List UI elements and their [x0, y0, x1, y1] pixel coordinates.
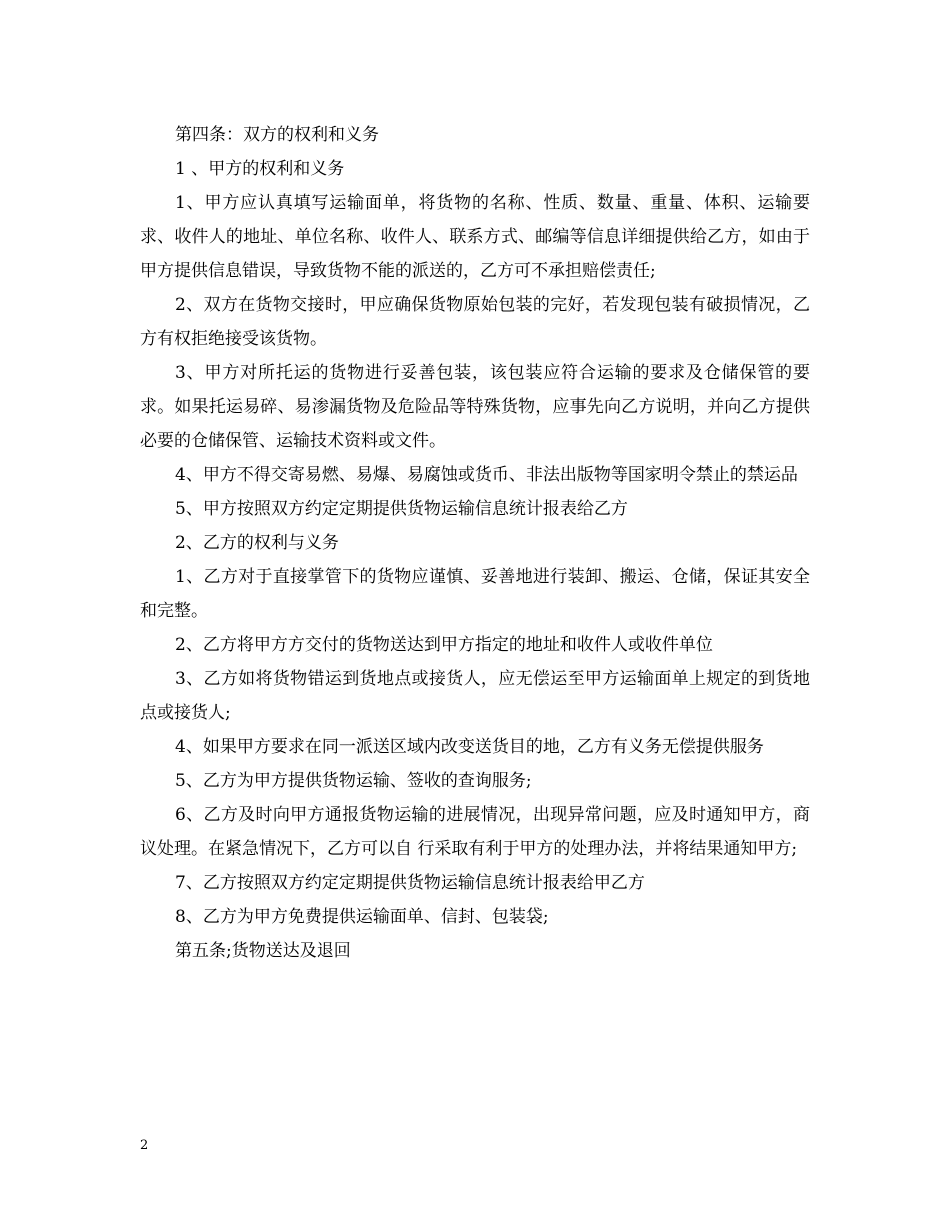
- clause-a-1: 1、甲方应认真填写运输面单，将货物的名称、性质、数量、重量、体积、运输要求、收件人的地址、单位名称、收件人、联系方式、邮编等信息详细提供给乙方，如由于甲方提供信息错误，导致货物不能的派送的，乙方可不承担赔偿责任;: [140, 193, 810, 281]
- clause-b-4: 4、如果甲方要求在同一派送区域内改变送货目的地，乙方有义务无偿提供服务: [175, 737, 764, 757]
- clause-b-7: 7、乙方按照双方约定定期提供货物运输信息统计报表给甲乙方: [175, 873, 645, 893]
- clause-b-5: 5、乙方为甲方提供货物运输、签收的查询服务;: [175, 771, 532, 791]
- section-heading-article-5: 第五条;货物送达及退回: [175, 941, 351, 961]
- clause-b-3: 3、乙方如将货物错运到货地点或接货人，应无偿运至甲方运输面单上规定的到货地点或接货人;: [140, 669, 810, 723]
- page-number: 2: [140, 1138, 149, 1153]
- document-body: [140, 118, 810, 968]
- subsection-heading-party-a: 1 、甲方的权利和义务: [175, 159, 345, 179]
- clause-a-5: 5、甲方按照双方约定定期提供货物运输信息统计报表给乙方: [175, 499, 628, 519]
- subsection-heading-party-b: 2、乙方的权利与义务: [175, 533, 339, 553]
- clause-b-6: 6、乙方及时向甲方通报货物运输的进展情况，出现异常问题，应及时通知甲方，商议处理。在紧急情况下，乙方可以自 行采取有利于甲方的处理办法，并将结果通知甲方;: [140, 805, 810, 859]
- clause-b-8: 8、乙方为甲方免费提供运输面单、信封、包装袋;: [175, 907, 549, 927]
- section-heading-article-4: 第四条：双方的权利和义务: [175, 125, 379, 145]
- clause-a-3: 3、甲方对所托运的货物进行妥善包装，该包装应符合运输的要求及仓储保管的要求。如果托运易碎、易渗漏货物及危险品等特殊货物，应事先向乙方说明，并向乙方提供必要的仓储保管、运输技术资料或文件。: [140, 363, 810, 451]
- clause-a-4: 4、甲方不得交寄易燃、易爆、易腐蚀或货币、非法出版物等国家明令禁止的禁运品: [175, 465, 798, 485]
- clause-b-1: 1、乙方对于直接掌管下的货物应谨慎、妥善地进行装卸、搬运、仓储，保证其安全和完整。: [140, 567, 810, 621]
- clause-a-2: 2、双方在货物交接时，甲应确保货物原始包装的完好，若发现包装有破损情况，乙方有权拒绝接受该货物。: [140, 295, 810, 349]
- clause-b-2: 2、乙方将甲方方交付的货物送达到甲方指定的地址和收件人或收件单位: [175, 635, 713, 655]
